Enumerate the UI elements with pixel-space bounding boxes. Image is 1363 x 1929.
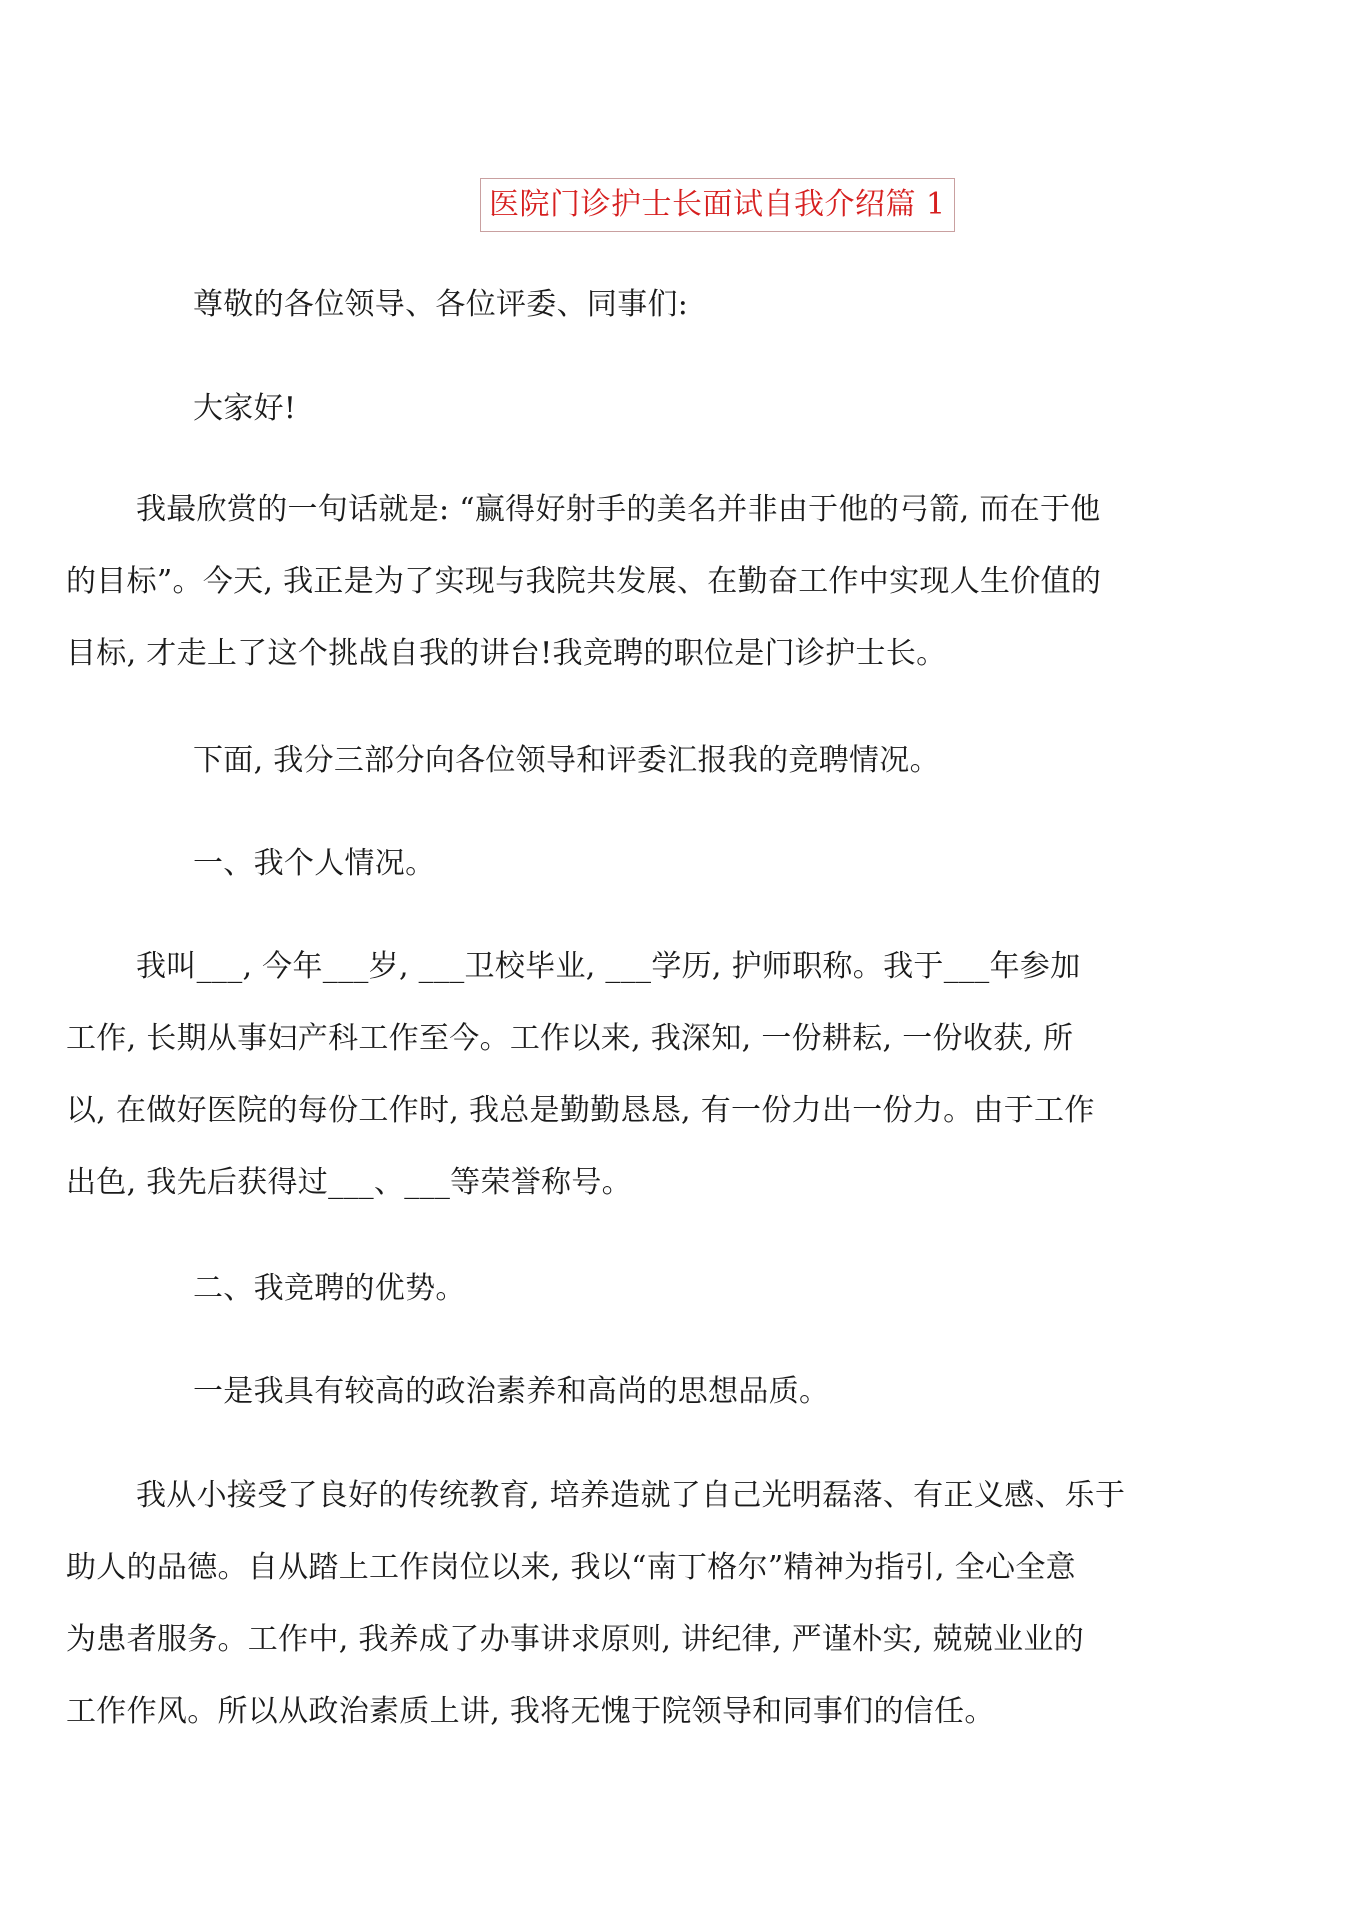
document-title: 医院门诊护士长面试自我介绍篇 1 [489,187,946,222]
section1-heading: 一、我个人情况。 [193,846,436,881]
section1-line: 我叫___, 今年___岁, ___卫校毕业, ___学历, 护师职称。我于___年参加 [136,949,1081,984]
advantage1-line: 我从小接受了良好的传统教育, 培养造就了自己光明磊落、有正义感、乐于 [136,1478,1126,1513]
section1-line: 以, 在做好医院的每份工作时, 我总是勤勤恳恳, 有一份力出一份力。由于工作 [66,1093,1095,1128]
intro-paragraph [66,474,1216,690]
section1-line: 出色, 我先后获得过___、___等荣誉称号。 [66,1165,632,1200]
section1-line: 工作, 长期从事妇产科工作至今。工作以来, 我深知, 一份耕耘, 一份收获, 所 [66,1021,1074,1056]
advantage1-paragraph [66,1460,1216,1748]
section1-paragraph [66,931,1216,1219]
title-box [480,178,955,232]
advantage1-line: 为患者服务。工作中, 我养成了办事讲求原则, 讲纪律, 严谨朴实, 兢兢业业的 [66,1622,1084,1657]
outline-paragraph: 下面, 我分三部分向各位领导和评委汇报我的竞聘情况。 [193,743,940,778]
greeting-paragraph: 尊敬的各位领导、各位评委、同事们: [193,287,689,322]
intro-line: 我最欣赏的一句话就是: “赢得好射手的美名并非由于他的弓箭, 而在于他 [136,492,1101,527]
advantage1-heading: 一是我具有较高的政治素养和高尚的思想品质。 [193,1374,830,1409]
advantage1-line: 工作作风。所以从政治素质上讲, 我将无愧于院领导和同事们的信任。 [66,1694,995,1729]
intro-line: 目标, 才走上了这个挑战自我的讲台!我竞聘的职位是门诊护士长。 [66,636,947,671]
advantage1-line: 助人的品德。自从踏上工作岗位以来, 我以“南丁格尔”精神为指引, 全心全意 [66,1550,1076,1585]
hello-paragraph: 大家好! [193,391,297,426]
section2-heading: 二、我竞聘的优势。 [193,1271,466,1306]
intro-line: 的目标”。今天, 我正是为了实现与我院共发展、在勤奋工作中实现人生价值的 [66,564,1102,599]
